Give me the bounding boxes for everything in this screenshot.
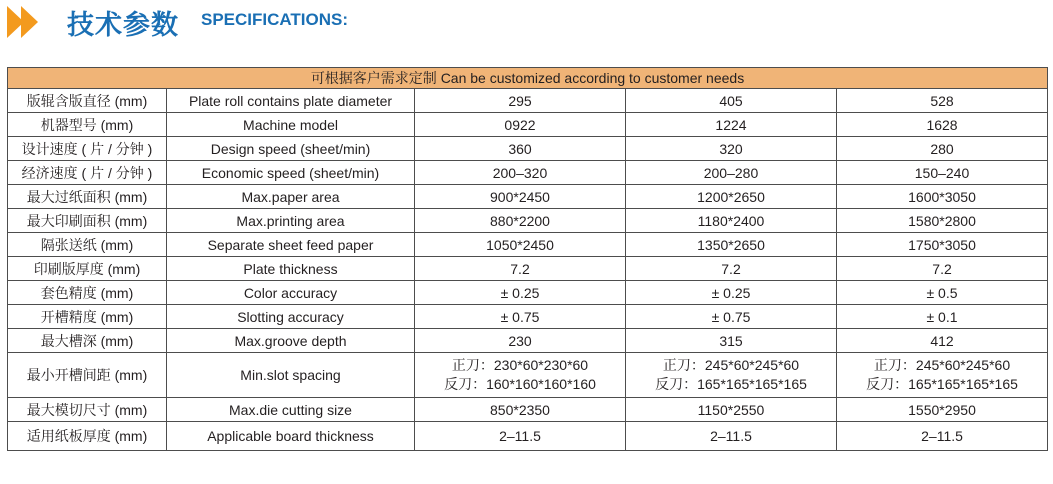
spec-value-3: 1550*2950 bbox=[837, 398, 1048, 422]
spec-value-1: 360 bbox=[415, 137, 626, 161]
spec-label-en: Design speed (sheet/min) bbox=[167, 137, 415, 161]
spec-value-3: 150–240 bbox=[837, 161, 1048, 185]
spec-label-en: Separate sheet feed paper bbox=[167, 233, 415, 257]
spec-value-1: 1050*2450 bbox=[415, 233, 626, 257]
spec-value-1: 0922 bbox=[415, 113, 626, 137]
spec-label-en: Plate roll contains plate diameter bbox=[167, 89, 415, 113]
spec-value-3: ± 0.1 bbox=[837, 305, 1048, 329]
spec-label-cn: 适用纸板厚度 (mm) bbox=[8, 422, 167, 451]
spec-value-3: 1750*3050 bbox=[837, 233, 1048, 257]
spec-label-cn: 套色精度 (mm) bbox=[8, 281, 167, 305]
spec-label-en: Max.printing area bbox=[167, 209, 415, 233]
spec-value-1: ± 0.25 bbox=[415, 281, 626, 305]
spec-value-2: ± 0.25 bbox=[626, 281, 837, 305]
slot-reverse-blade: 反刀：165*165*165*165 bbox=[655, 376, 807, 392]
spec-value-2: 1180*2400 bbox=[626, 209, 837, 233]
spec-value-1: ± 0.75 bbox=[415, 305, 626, 329]
spec-value-3: 528 bbox=[837, 89, 1048, 113]
spec-label-cn: 经济速度 ( 片 / 分钟 ) bbox=[8, 161, 167, 185]
spec-value-2: 320 bbox=[626, 137, 837, 161]
table-row bbox=[8, 257, 1048, 281]
spec-label-cn: 最大印刷面积 (mm) bbox=[8, 209, 167, 233]
spec-label-cn: 印刷版厚度 (mm) bbox=[8, 257, 167, 281]
slot-forward-blade: 正刀：245*60*245*60 bbox=[873, 357, 1011, 373]
page-title-cn: 技术参数 bbox=[67, 10, 179, 41]
spec-label-cn: 隔张送纸 (mm) bbox=[8, 233, 167, 257]
page-header bbox=[0, 0, 1053, 50]
spec-value-3: 1600*3050 bbox=[837, 185, 1048, 209]
spec-label-en: Machine model bbox=[167, 113, 415, 137]
spec-value-2: 1350*2650 bbox=[626, 233, 837, 257]
spec-value-1 bbox=[415, 353, 626, 398]
spec-label-en: Max.groove depth bbox=[167, 329, 415, 353]
spec-value-3: ± 0.5 bbox=[837, 281, 1048, 305]
spec-value-3: 2–11.5 bbox=[837, 422, 1048, 451]
spec-label-cn: 最大过纸面积 (mm) bbox=[8, 185, 167, 209]
spec-value-1: 2–11.5 bbox=[415, 422, 626, 451]
table-row bbox=[8, 353, 1048, 398]
spec-label-en: Color accuracy bbox=[167, 281, 415, 305]
spec-value-1: 7.2 bbox=[415, 257, 626, 281]
table-row bbox=[8, 89, 1048, 113]
spec-value-2: ± 0.75 bbox=[626, 305, 837, 329]
spec-value-2: 7.2 bbox=[626, 257, 837, 281]
spec-label-en: Plate thickness bbox=[167, 257, 415, 281]
spec-label-en: Min.slot spacing bbox=[167, 353, 415, 398]
spec-value-3: 412 bbox=[837, 329, 1048, 353]
spec-value-2: 405 bbox=[626, 89, 837, 113]
slot-reverse-blade: 反刀：165*165*165*165 bbox=[866, 376, 1018, 392]
spec-label-cn: 最小开槽间距 (mm) bbox=[8, 353, 167, 398]
spec-label-cn: 设计速度 ( 片 / 分钟 ) bbox=[8, 137, 167, 161]
chevron-right-icon bbox=[21, 6, 38, 38]
spec-value-2: 315 bbox=[626, 329, 837, 353]
page-title-en: SPECIFICATIONS: bbox=[201, 10, 349, 29]
table-row bbox=[8, 329, 1048, 353]
spec-label-cn: 最大槽深 (mm) bbox=[8, 329, 167, 353]
table-row bbox=[8, 281, 1048, 305]
spec-value-1: 880*2200 bbox=[415, 209, 626, 233]
table-banner-row bbox=[8, 68, 1048, 89]
spec-value-3 bbox=[837, 353, 1048, 398]
spec-value-3: 1580*2800 bbox=[837, 209, 1048, 233]
spec-value-2: 1200*2650 bbox=[626, 185, 837, 209]
spec-value-2 bbox=[626, 353, 837, 398]
spec-label-en: Economic speed (sheet/min) bbox=[167, 161, 415, 185]
spec-value-1: 200–320 bbox=[415, 161, 626, 185]
spec-value-3: 280 bbox=[837, 137, 1048, 161]
slot-reverse-blade: 反刀：160*160*160*160 bbox=[444, 376, 596, 392]
slot-forward-blade: 正刀：230*60*230*60 bbox=[451, 357, 589, 373]
table-row bbox=[8, 137, 1048, 161]
table-row bbox=[8, 113, 1048, 137]
table-row bbox=[8, 209, 1048, 233]
spec-label-cn: 最大模切尺寸 (mm) bbox=[8, 398, 167, 422]
table-row bbox=[8, 185, 1048, 209]
slot-forward-blade: 正刀：245*60*245*60 bbox=[662, 357, 800, 373]
spec-value-2: 1150*2550 bbox=[626, 398, 837, 422]
table-row bbox=[8, 161, 1048, 185]
spec-label-cn: 版辊含版直径 (mm) bbox=[8, 89, 167, 113]
spec-value-1: 850*2350 bbox=[415, 398, 626, 422]
spec-label-en: Max.paper area bbox=[167, 185, 415, 209]
spec-value-3: 7.2 bbox=[837, 257, 1048, 281]
spec-value-2: 200–280 bbox=[626, 161, 837, 185]
spec-value-2: 1224 bbox=[626, 113, 837, 137]
spec-value-3: 1628 bbox=[837, 113, 1048, 137]
table-row bbox=[8, 233, 1048, 257]
spec-value-2: 2–11.5 bbox=[626, 422, 837, 451]
spec-value-1: 230 bbox=[415, 329, 626, 353]
table-row bbox=[8, 398, 1048, 422]
spec-label-en: Max.die cutting size bbox=[167, 398, 415, 422]
table-row bbox=[8, 422, 1048, 451]
spec-label-en: Slotting accuracy bbox=[167, 305, 415, 329]
spec-value-1: 295 bbox=[415, 89, 626, 113]
customization-note: 可根据客户需求定制 Can be customized according to customer needs bbox=[8, 68, 1048, 89]
spec-value-1: 900*2450 bbox=[415, 185, 626, 209]
spec-label-cn: 开槽精度 (mm) bbox=[8, 305, 167, 329]
specifications-table bbox=[7, 67, 1048, 451]
spec-label-en: Applicable board thickness bbox=[167, 422, 415, 451]
spec-label-cn: 机器型号 (mm) bbox=[8, 113, 167, 137]
table-row bbox=[8, 305, 1048, 329]
